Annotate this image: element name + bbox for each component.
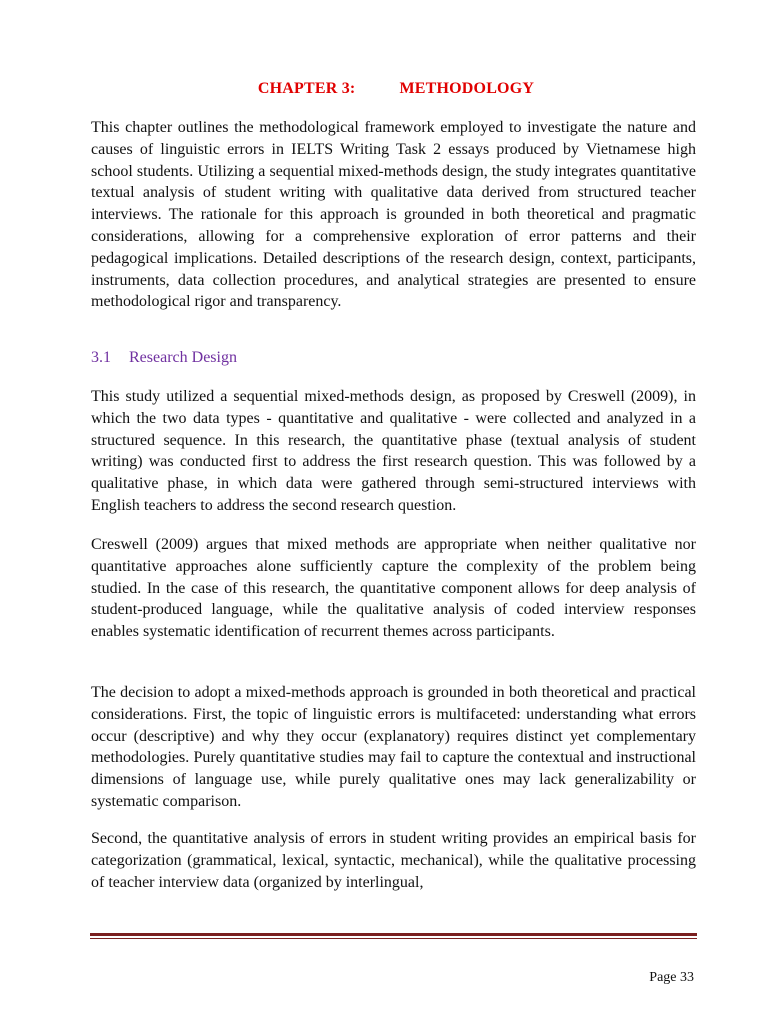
chapter-heading (0, 80, 768, 98)
body-paragraph-1: This study utilized a sequential mixed-methods design, as proposed by Creswell (2009), in which the two data types - quantitative and qualitative - were collected and analyzed in a structured sequence. In this research, the quantitative phase (textual analysis of student writing) was conducted first to address the first research question. This was followed by a qualitative phase, in which data were gathered through semi-structured interviews with English teachers to address the second research question. (91, 388, 696, 514)
body-paragraph-3: The decision to adopt a mixed-methods approach is grounded in both theoretical and practical considerations. First, the topic of linguistic errors is multifaceted: understanding what errors occur (descriptive) and why they occur (explanatory) requires distinct yet complementary methodologies. Purely quantitative studies may fail to capture the contextual and instructional dimensions of language use, while purely qualitative ones may lack generalizability or systematic comparison. (91, 684, 696, 810)
page-number: Page 33 (649, 970, 694, 985)
section-heading (91, 349, 237, 367)
section-title: Research Design (129, 349, 237, 366)
chapter-number: CHAPTER 3: (257, 80, 356, 97)
intro-paragraph: This chapter outlines the methodological framework employed to investigate the nature and causes of linguistic errors in IELTS Writing Task 2 essays produced by Vietnamese high school students. Utilizing a sequential mixed-methods design, the study integrates quantitative textual analysis of student writing with qualitative data derived from structured teacher interviews. The rationale for this approach is grounded in both theoretical and pragmatic considerations, allowing for a comprehensive exploration of error patterns and their pedagogical implications. Detailed descriptions of the research design, context, participants, instruments, data collection procedures, and analytical strategies are presented to ensure methodological rigor and transparency. (91, 119, 696, 311)
chapter-title: METHODOLOGY (399, 80, 535, 97)
footer-divider-thick (90, 933, 697, 936)
section-number: 3.1 (91, 349, 111, 366)
body-paragraph-2: Creswell (2009) argues that mixed methods are appropriate when neither qualitative nor quantitative approaches alone sufficiently capture the complexity of the problem being studied. In the case of this research, the quantitative component allows for deep analysis of student-produced language, while the qualitative analysis of coded interview responses enables systematic identification of recurrent themes across participants. (91, 536, 696, 641)
footer-divider-thin (90, 938, 697, 939)
body-paragraph-4: Second, the quantitative analysis of errors in student writing provides an empirical basis for categorization (grammatical, lexical, syntactic, mechanical), while the qualitative processing of teacher interview data (organized by interlingual, (91, 830, 696, 891)
